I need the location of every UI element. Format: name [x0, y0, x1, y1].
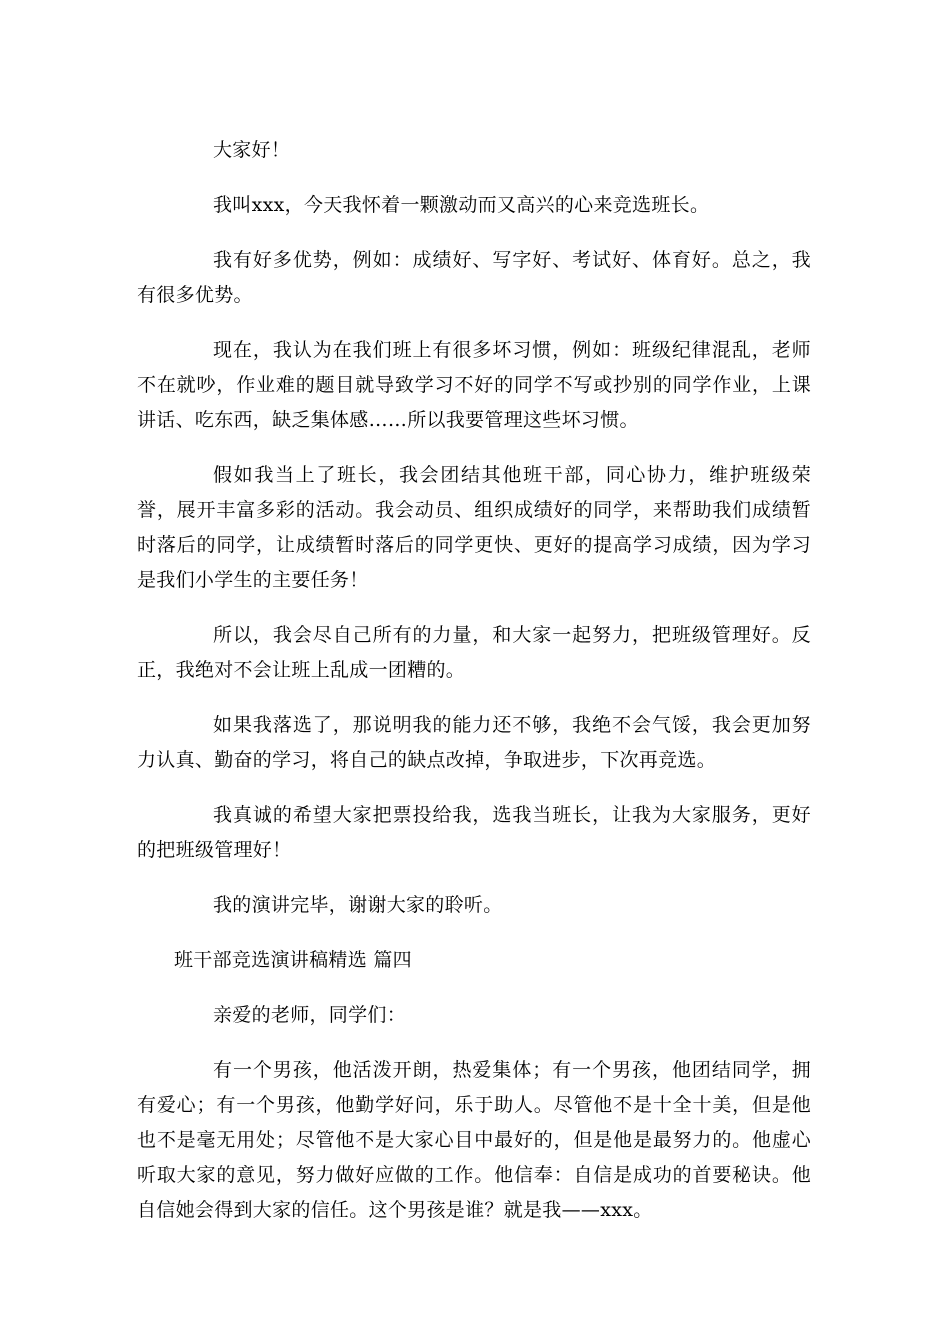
paragraph-spacer	[137, 978, 811, 998]
paragraph-salutation: 亲爱的老师，同学们：	[213, 1004, 407, 1026]
paragraph-commitment: 所以，我会尽自己所有的力量，和大家一起努力，把班级管理好。反正，我绝对不会让班上乱成一团糟的。	[137, 624, 811, 681]
paragraph-spacer	[137, 313, 811, 333]
paragraph-spacer	[137, 778, 811, 798]
document-body	[137, 133, 811, 1228]
paragraph-advantages: 我有好多优势，例如：成绩好、写字好、考试好、体育好。总之，我有很多优势。	[137, 249, 811, 306]
paragraph-bad-habits: 现在，我认为在我们班上有很多坏习惯，例如：班级纪律混乱，老师不在就吵，作业难的题目就导致学习不好的同学不写或抄别的同学作业，上课讲话、吃东西，缺乏集体感……所以我要管理这些坏习惯。	[137, 339, 811, 431]
paragraph-spacer	[137, 923, 811, 943]
paragraph-spacer	[137, 1033, 811, 1053]
paragraph-if-elected: 假如我当上了班长，我会团结其他班干部，同心协力，维护班级荣誉，展开丰富多彩的活动。我会动员、组织成绩好的同学，来帮助我们成绩暂时落后的同学，让成绩暂时落后的同学更快、更好的提高学习成绩，因为学习是我们小学生的主要任务！	[137, 464, 811, 591]
paragraph-spacer	[137, 168, 811, 188]
paragraph-spacer	[137, 438, 811, 458]
paragraph-vote-request: 我真诚的希望大家把票投给我，选我当班长，让我为大家服务，更好的把班级管理好！	[137, 804, 811, 861]
paragraph-greeting: 大家好！	[213, 139, 291, 161]
paragraph-spacer	[137, 868, 811, 888]
paragraph-if-not-elected: 如果我落选了，那说明我的能力还不够，我绝不会气馁，我会更加努力认真、勤奋的学习，将自己的缺点改掉，争取进步，下次再竞选。	[137, 714, 811, 771]
paragraph-spacer	[137, 598, 811, 618]
paragraph-spacer	[137, 223, 811, 243]
paragraph-intro: 我叫xxx，今天我怀着一颗激动而又高兴的心来竞选班长。	[213, 194, 710, 216]
paragraph-boy-description: 有一个男孩，他活泼开朗，热爱集体；有一个男孩，他团结同学，拥有爱心；有一个男孩，他勤学好问，乐于助人。尽管他不是十全十美，但是他也不是毫无用处；尽管他不是大家心目中最好的，但是他是最努力的。他虚心听取大家的意见，努力做好应做的工作。他信奉：自信是成功的首要秘诀。他自信她会得到大家的信任。这个男孩是谁？就是我——xxx。	[137, 1059, 811, 1221]
paragraph-spacer	[137, 688, 811, 708]
section-heading: 班干部竞选演讲稿精选 篇四	[174, 949, 412, 971]
paragraph-closing: 我的演讲完毕，谢谢大家的聆听。	[213, 894, 503, 916]
